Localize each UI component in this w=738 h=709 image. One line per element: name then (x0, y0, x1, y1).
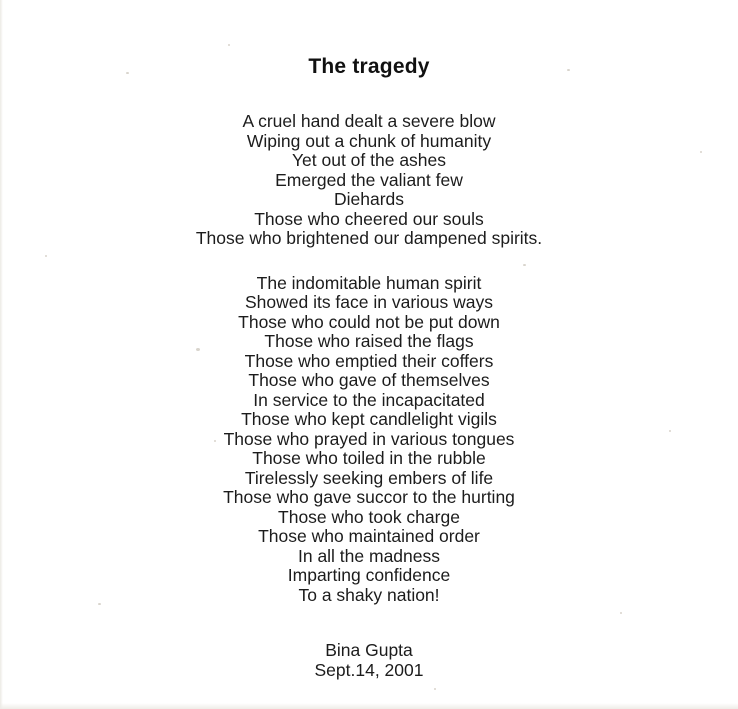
poem-line: Those who kept candlelight vigils (241, 409, 497, 429)
poem-line: Those who gave succor to the hurting (223, 487, 515, 507)
poem-line: The indomitable human spirit (256, 272, 482, 293)
poem-line: Those who toiled in the rubble (252, 448, 486, 468)
poem-line: Wiping out a chunk of humanity (246, 130, 492, 151)
poem-line: Those who prayed in various tongues (223, 428, 515, 449)
scan-speck (523, 264, 526, 266)
poem-line: Those who maintained order (258, 526, 480, 546)
poem-line: A cruel hand dealt a severe blow (242, 111, 496, 131)
poem-line: Imparting confidence (287, 565, 451, 585)
poem-line: Those who brightened our dampened spirits. (195, 228, 543, 248)
poem-line: To a shaky nation! (298, 584, 440, 605)
stanza-2 (0, 274, 738, 606)
author-name: Bina Gupta (325, 640, 413, 660)
poem-line: Those who could not be put down (238, 311, 500, 332)
page-edge-shadow-left (0, 0, 3, 709)
poem-line: Yet out of the ashes (291, 150, 447, 170)
stanza-1 (0, 112, 738, 249)
page-edge-shadow-bottom (0, 703, 738, 709)
poem-line: Showed its face in various ways (244, 292, 494, 312)
poem-line: In all the madness (297, 545, 441, 566)
signature-date: Sept.14, 2001 (314, 659, 424, 680)
page-title: The tragedy (308, 55, 430, 78)
poem-line: Those who gave of themselves (248, 370, 490, 390)
poem-line: Those who took charge (278, 506, 460, 527)
poem-line: Diehards (333, 189, 405, 209)
poem-line: Those who raised the flags (264, 331, 474, 351)
poem-line: Those who emptied their coffers (244, 350, 494, 371)
signature-block (0, 641, 738, 680)
poem-line: Emerged the valiant few (275, 169, 463, 190)
poem-line: In service to the incapacitated (253, 389, 485, 410)
poem-line: Tirelessly seeking embers of life (244, 467, 494, 488)
scan-speck (45, 255, 47, 257)
scan-speck (620, 612, 622, 614)
scan-speck (434, 688, 436, 690)
poem-line: Those who cheered our souls (254, 208, 484, 229)
